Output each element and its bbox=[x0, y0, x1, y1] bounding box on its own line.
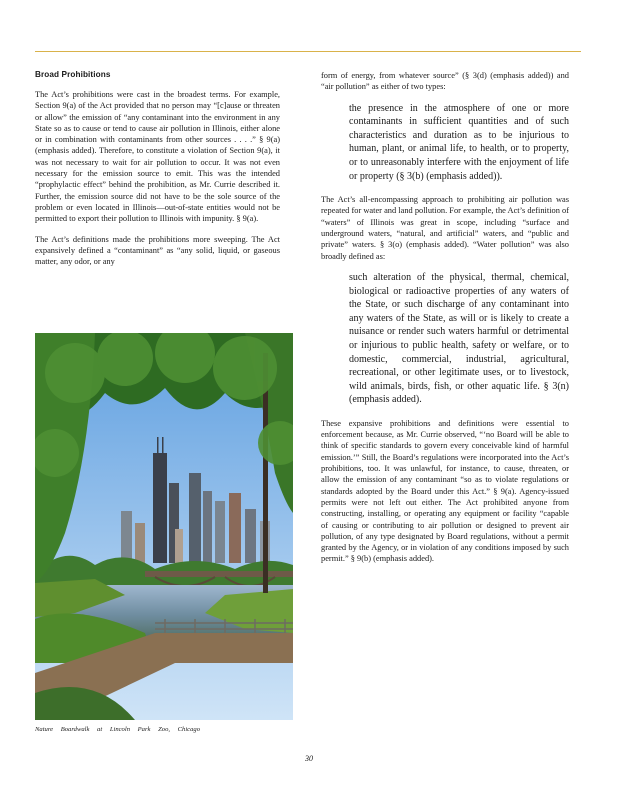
left-column bbox=[35, 70, 280, 276]
paragraph-4: The Act’s all-encompassing approach to prohibiting air pollution was repeated for water and land pollution. For example, the Act’s definition of “waters” of Illinois was great in scope, including “surface and underground waters, “natural, and artificial” waters, and “public and private” waters. § 3(o) (emphasis added). “Water pollution” was also broadly defined as: bbox=[321, 195, 569, 261]
section-heading: Broad Prohibitions bbox=[35, 70, 111, 79]
boardwalk-photo bbox=[35, 333, 293, 720]
paragraph-5: These expansive prohibitions and definitions were essential to enforcement because, as Mr. Currie observed, “‘no Board will be able to think of specific standards to govern every conceivable kind of harmful emission.’” Still, the Board’s regulations were incorporated into the Act’s prohibitions, too. It was unlawful, for instance, to cause, threaten, or allow the emission of any contaminant “so as to violate regulations or standards adopted by the Board under this Act.” § 9(a). Agency-issued permits were not left out either. The Act prohibited anyone from constructing, installing, or operating any equipment or facility “capable of causing or contributing to air pollution or designed to prevent air pollution, of any type designated by Board regulations, without a permit granted by the Agency, or in violation of any conditions imposed by such permit.” § 9(b) (emphasis added). bbox=[321, 418, 569, 564]
paragraph-2: The Act’s definitions made the prohibitions more sweeping. The Act expansively defined a “contaminant” as “any solid, liquid, or gaseous matter, any odor, or any bbox=[35, 234, 280, 267]
block-quote-water-pollution: such alteration of the physical, thermal, chemical, biological or radioactive properties of any waters of the State, or such discharge of any contaminant into any waters of the State, as will or is likely to create a nuisance or render such waters harmful or detrimental or injurious to public health, safety or welfare, or to domestic, commercial, industrial, agricultural, recreational, or other legitimate uses, or to livestock, wild animals, birds, fish, or other aquatic life. § 3(n) (emphasis added). bbox=[349, 271, 569, 406]
page-number: 30 bbox=[305, 754, 313, 763]
header-rule bbox=[35, 51, 581, 52]
paragraph-1: The Act’s prohibitions were cast in the broadest terms. For example, Section 9(a) of the Act provided that no person may “[c]ause or threaten or allow” the emission of “any contaminant into the environment in any State so as to cause or tend to cause air pollution in Illinois, either alone or in combination with contaminants from other sources . . . .” § 9(a) (emphasis added). Therefore, to constitute a violation of Section 9(a), it was not necessary to wait for air pollution to occur. It was not even necessary for the emission source to emit. This was the intended “prophylactic effect” behind the prohibition, as Mr. Currie described it. Further, the emission source did not have to be the sole source of the problem or even located in Illinois—out-of-state entities would not be permitted to export their pollution to Illinois with impunity. § 9(a). bbox=[35, 90, 280, 224]
right-column bbox=[321, 70, 569, 574]
paragraph-3: form of energy, from whatever source” (§ 3(d) (emphasis added)) and “air pollution” as either of two types: bbox=[321, 71, 569, 92]
photo-caption: Nature Boardwalk at Lincoln Park Zoo, Chicago bbox=[35, 726, 201, 733]
block-quote-air-pollution: the presence in the atmosphere of one or more contaminants in sufficient quantities and of such characteristics and duration as to be injurious to human, plant, or animal life, to health, or to property, or to unreasonably interfere with the enjoyment of life or property (§ 3(b) (emphasis added)). bbox=[349, 102, 569, 182]
